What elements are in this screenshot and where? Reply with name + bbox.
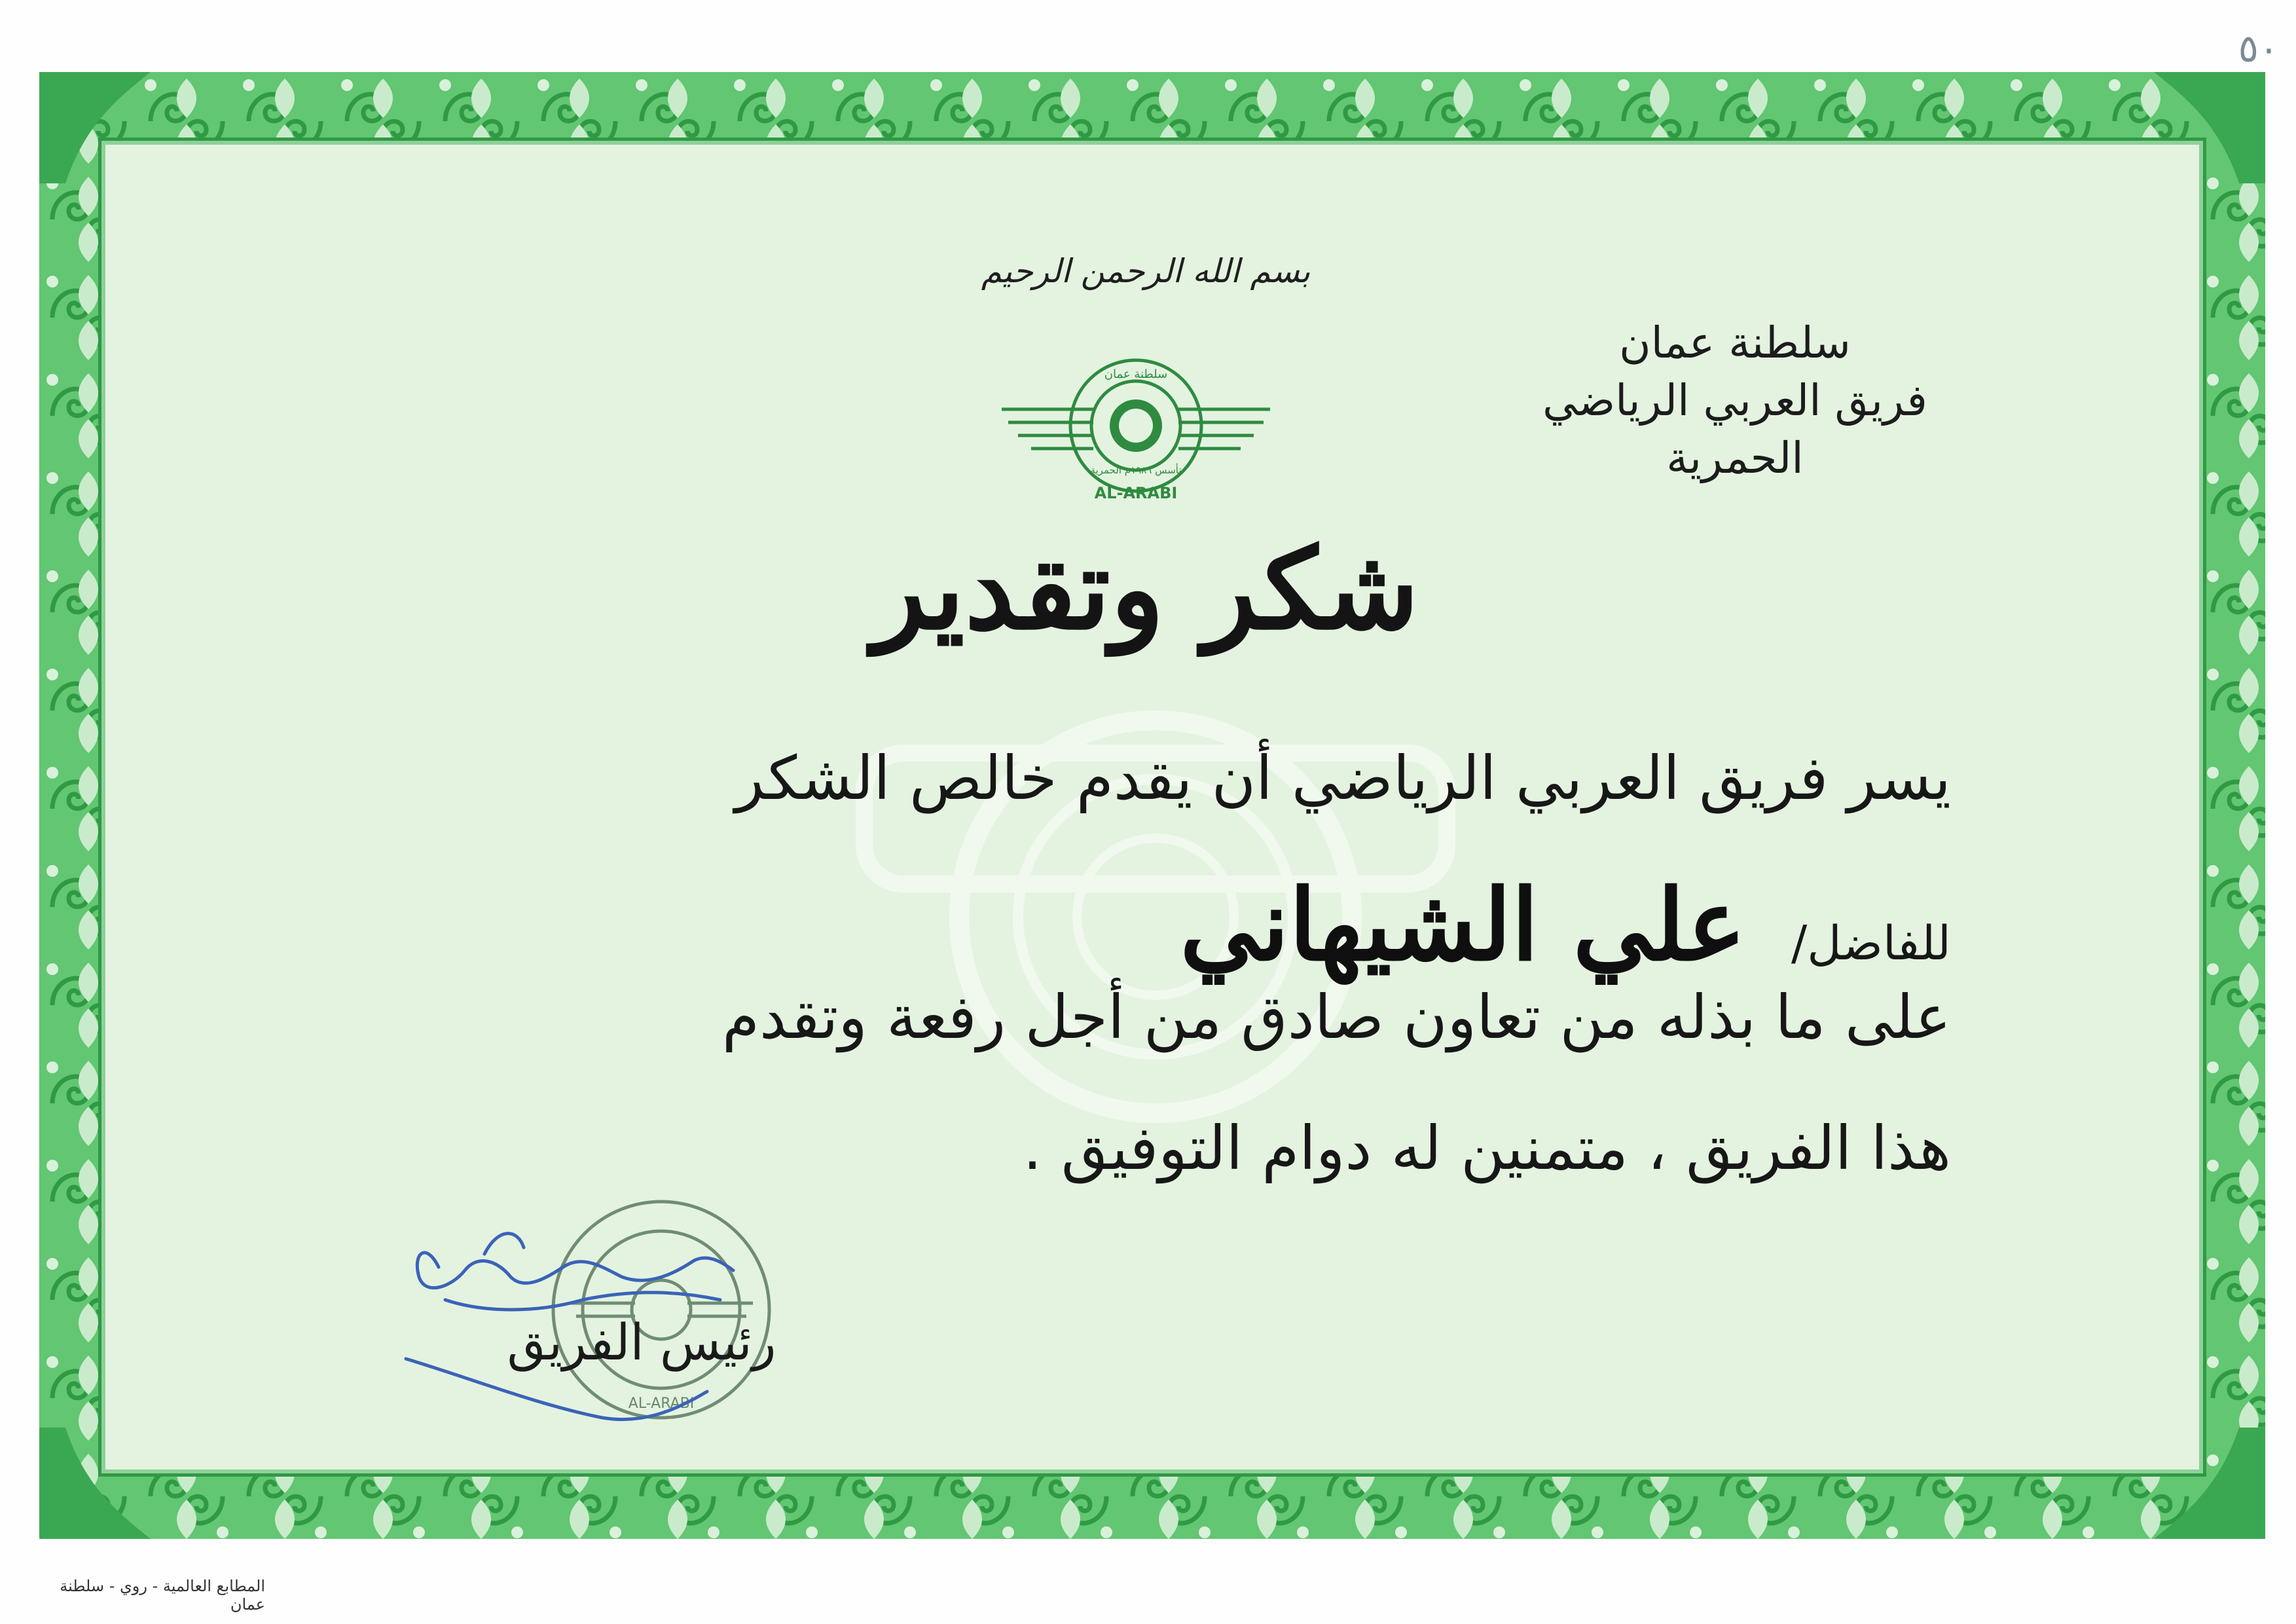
- recipient-label: للفاضل/: [1791, 915, 1951, 970]
- recipient-line: [275, 868, 1951, 983]
- handwritten-page-number: ٥٠: [2238, 26, 2279, 71]
- organization-block: [1525, 314, 1944, 487]
- org-line-town: الحمرية: [1666, 433, 1804, 483]
- body-line-3: على ما بذله من تعاون صادق من أجل رفعة وتقدم: [722, 982, 1951, 1052]
- recipient-name: علي الشيهاني: [1180, 868, 1746, 983]
- printer-credit: المطابع العالمية - روي - سلطنة عمان: [60, 1577, 265, 1614]
- stamp-text: AL-ARABI: [628, 1395, 695, 1412]
- signer-title: رئيس الفريق: [507, 1313, 776, 1371]
- org-line-country: سلطنة عمان: [1619, 318, 1851, 368]
- logo-latin-text: AL-ARABI: [1094, 484, 1178, 501]
- body-line-4: هذا الفريق ، متمنين له دوام التوفيق .: [1023, 1113, 1951, 1183]
- certificate-title: شكر وتقدير: [872, 524, 1419, 655]
- body-line-1: يسر فريق العربي الرياضي أن يقدم خالص الشكر: [735, 743, 1951, 813]
- org-line-club: فريق العربي الرياضي: [1542, 375, 1927, 426]
- logo-top-text: سلطنة عمان: [1104, 367, 1168, 381]
- logo-bottom-text: تأسس ١٩٨٦م الحمرية: [1090, 464, 1182, 476]
- basmala: بسم الله الرحمن الرحيم: [981, 252, 1311, 290]
